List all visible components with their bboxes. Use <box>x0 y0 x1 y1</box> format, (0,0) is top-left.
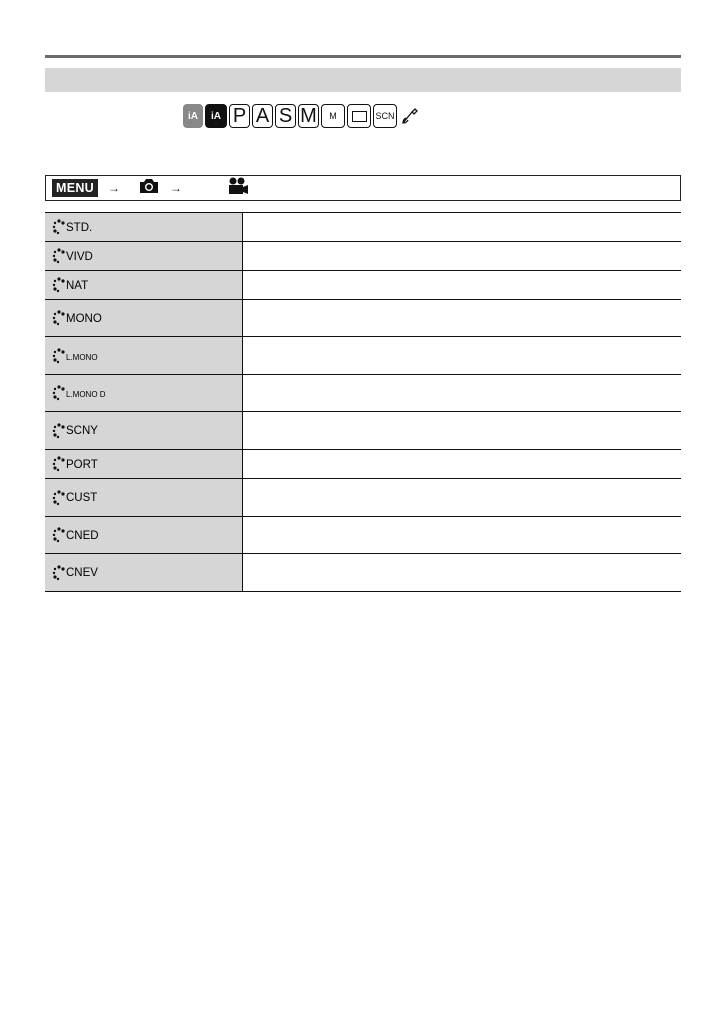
photo-style-description-cell <box>243 450 682 479</box>
aperture-priority-mode-icon: A <box>252 104 273 128</box>
photo-style-description-cell <box>243 213 682 242</box>
table-row <box>45 450 681 479</box>
shutter-priority-mode-icon: S <box>275 104 296 128</box>
photo-style-description-cell <box>243 517 682 554</box>
photo-style-description-cell <box>243 479 682 517</box>
photo-style-icon <box>52 565 65 581</box>
table-row <box>45 375 681 412</box>
photo-style-icon <box>52 423 65 439</box>
photo-style-badge <box>45 565 242 581</box>
photo-style-icon-cell <box>45 412 243 450</box>
creative-control-icon <box>399 104 421 128</box>
photo-style-badge <box>45 490 242 506</box>
intelligent-auto-mode-icon: iA <box>183 104 203 128</box>
photo-style-badge <box>45 423 242 439</box>
program-ae-mode-icon: P <box>229 104 250 128</box>
photo-style-code: PORT <box>66 458 98 471</box>
photo-style-code: L.MONO D <box>66 390 106 399</box>
photo-style-badge <box>45 456 242 472</box>
photo-style-code: VIVD <box>66 250 93 263</box>
table-row <box>45 271 681 300</box>
photo-style-description-cell <box>243 242 682 271</box>
table-row <box>45 213 681 242</box>
photo-style-code: L.MONO <box>66 352 98 362</box>
photo-style-description-cell <box>243 337 682 375</box>
menu-path-arrow: → <box>170 181 183 195</box>
table-row <box>45 517 681 554</box>
table-row <box>45 479 681 517</box>
photo-style-description-cell <box>243 300 682 337</box>
photo-style-icon <box>52 219 65 235</box>
camera-icon <box>138 178 160 199</box>
photo-style-code: NAT <box>66 279 89 292</box>
table-row <box>45 554 681 592</box>
photo-style-code: MONO <box>66 312 102 325</box>
photo-style-icon <box>52 277 65 293</box>
photo-style-icon <box>52 385 65 401</box>
menu-button-icon: MENU <box>52 179 98 197</box>
panorama-mode-icon <box>347 104 371 128</box>
photo-style-badge <box>45 385 242 401</box>
photo-style-icon-cell <box>45 450 243 479</box>
photo-style-icon-cell <box>45 517 243 554</box>
photo-style-icon-cell <box>45 337 243 375</box>
photo-style-icon <box>52 310 65 326</box>
photo-style-table <box>45 212 681 592</box>
photo-style-description-cell <box>243 375 682 412</box>
photo-style-badge <box>45 527 242 543</box>
photo-style-icon <box>52 248 65 264</box>
photo-style-icon-cell <box>45 271 243 300</box>
photo-style-icon <box>52 348 65 364</box>
table-row <box>45 300 681 337</box>
photo-style-icon-cell <box>45 479 243 517</box>
photo-style-icon <box>52 527 65 543</box>
photo-style-badge <box>45 310 242 326</box>
photo-style-badge <box>45 348 242 364</box>
photo-style-badge <box>45 248 242 264</box>
photo-style-description-cell <box>243 271 682 300</box>
photo-style-code: CNED <box>66 529 99 542</box>
header-rule <box>45 55 681 58</box>
section-heading-band <box>45 68 681 92</box>
movie-m-mode-icon: M <box>321 104 345 128</box>
photo-style-icon-cell <box>45 375 243 412</box>
photo-style-icon-cell <box>45 213 243 242</box>
photo-style-badge <box>45 219 242 235</box>
manual-exposure-mode-icon: M <box>298 104 319 128</box>
recording-modes <box>183 102 421 130</box>
intelligent-auto-plus-mode-icon: iA <box>205 104 227 128</box>
scene-guide-mode-icon: SCN <box>373 104 397 128</box>
photo-style-description-cell <box>243 554 682 592</box>
photo-style-code: CNEV <box>66 567 98 579</box>
table-row <box>45 242 681 271</box>
photo-style-code: CUST <box>66 492 98 504</box>
menu-path-bar <box>45 175 681 201</box>
table-row <box>45 412 681 450</box>
table-row <box>45 337 681 375</box>
photo-style-icon <box>52 490 65 506</box>
photo-style-icon-cell <box>45 300 243 337</box>
photo-style-code: STD. <box>66 221 93 234</box>
video-camera-icon <box>227 177 249 200</box>
photo-style-icon-cell <box>45 554 243 592</box>
photo-style-badge <box>45 277 242 293</box>
menu-path-arrow: → <box>108 181 121 195</box>
photo-style-description-cell <box>243 412 682 450</box>
photo-style-icon-cell <box>45 242 243 271</box>
photo-style-code: SCNY <box>66 425 98 437</box>
photo-style-icon <box>52 456 65 472</box>
